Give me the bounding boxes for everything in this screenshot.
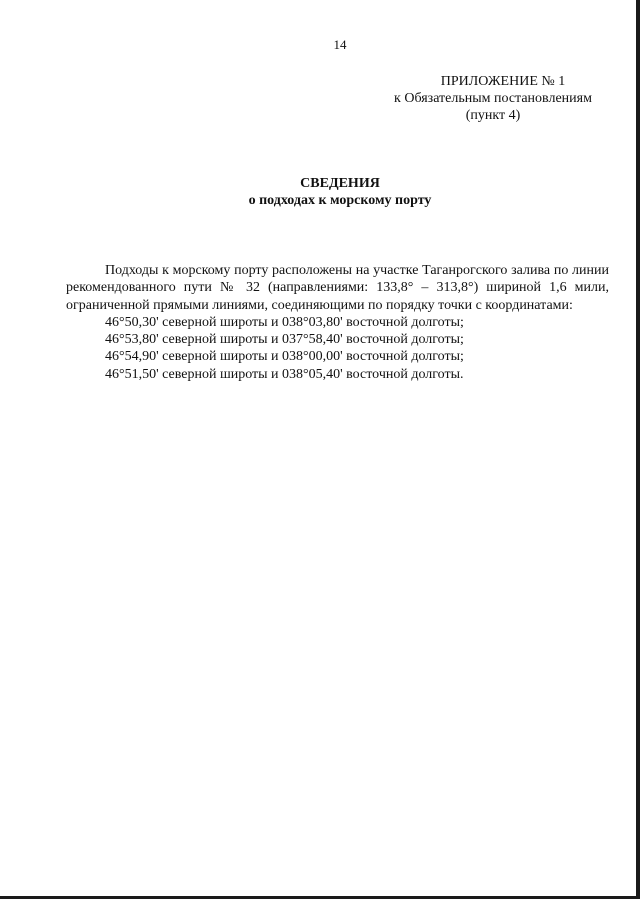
coordinate-item: 46°50,30' северной широты и 038°03,80' восточной долготы; (105, 314, 464, 330)
body-paragraph: Подходы к морскому порту расположены на участке Таганрогского залива по линии рекомендованного пути № 32 (направлениями: 133,8° – 313,8°) шириной 1,6 мили, ограниченной прямыми линиями, соединяющими по порядку точки с координатами: (66, 263, 609, 313)
coordinate-item: 46°53,80' северной широты и 037°58,40' восточной долготы; (105, 332, 464, 348)
scan-edge-right (636, 0, 640, 899)
coordinates-list (66, 314, 609, 383)
appendix-clause: (пункт 4) (465, 108, 521, 123)
appendix-subtitle: к Обязательным постановлениям (394, 91, 592, 106)
heading-subtitle: о подходах к морскому порту (248, 193, 432, 208)
appendix-title: ПРИЛОЖЕНИЕ № 1 (440, 74, 566, 89)
coordinate-item: 46°54,90' северной широты и 038°00,00' восточной долготы; (105, 349, 464, 365)
coordinate-item: 46°51,50' северной широты и 038°05,40' восточной долготы. (105, 366, 464, 382)
document-heading (0, 175, 640, 209)
document-body (66, 262, 609, 383)
heading-title: СВЕДЕНИЯ (300, 176, 380, 191)
page-number: 14 (333, 37, 347, 52)
appendix-header (380, 73, 606, 124)
